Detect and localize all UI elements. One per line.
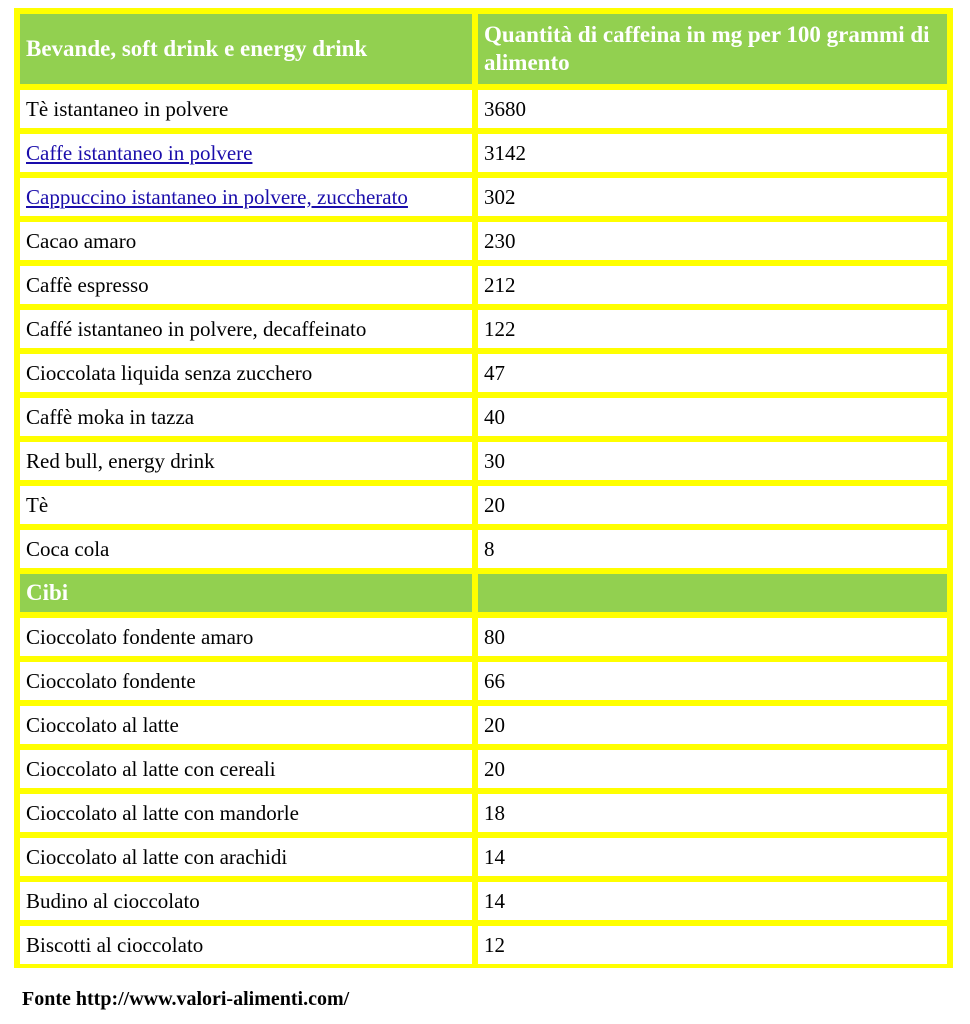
food-value: 14 (478, 838, 947, 876)
food-value: 80 (478, 618, 947, 656)
drink-name: Cioccolata liquida senza zucchero (20, 354, 472, 392)
section-empty-cell (478, 574, 947, 612)
table-row (20, 750, 947, 788)
drink-value: 47 (478, 354, 947, 392)
drink-name (20, 134, 472, 172)
table-row (20, 486, 947, 524)
drink-name: Coca cola (20, 530, 472, 568)
food-value: 14 (478, 882, 947, 920)
drink-value: 3142 (478, 134, 947, 172)
drink-value: 20 (478, 486, 947, 524)
drink-name: Cacao amaro (20, 222, 472, 260)
drink-link[interactable]: Cappuccino istantaneo in polvere, zuccherato (26, 184, 408, 209)
drink-name: Caffé istantaneo in polvere, decaffeinato (20, 310, 472, 348)
table-header-row (20, 14, 947, 84)
drink-name: Tè (20, 486, 472, 524)
drink-value: 122 (478, 310, 947, 348)
caffeine-table (14, 8, 953, 970)
drink-value: 3680 (478, 90, 947, 128)
drink-name: Caffè espresso (20, 266, 472, 304)
table-row (20, 222, 947, 260)
food-name: Cioccolato fondente amaro (20, 618, 472, 656)
table-row (20, 926, 947, 964)
table-row (20, 354, 947, 392)
drink-link[interactable]: Caffe istantaneo in polvere (26, 140, 253, 165)
drink-value: 230 (478, 222, 947, 260)
section-foods-label: Cibi (20, 574, 472, 612)
table-row (20, 310, 947, 348)
food-name: Cioccolato fondente (20, 662, 472, 700)
food-value: 18 (478, 794, 947, 832)
food-name: Cioccolato al latte con mandorle (20, 794, 472, 832)
table-row (20, 134, 947, 172)
drink-name: Tè istantaneo in polvere (20, 90, 472, 128)
food-name: Biscotti al cioccolato (20, 926, 472, 964)
table-row (20, 662, 947, 700)
table-row (20, 442, 947, 480)
table-row (20, 794, 947, 832)
table-row (20, 530, 947, 568)
table-row (20, 90, 947, 128)
food-name: Budino al cioccolato (20, 882, 472, 920)
drink-value: 302 (478, 178, 947, 216)
food-name: Cioccolato al latte (20, 706, 472, 744)
drink-value: 212 (478, 266, 947, 304)
header-caffeine-amount: Quantità di caffeina in mg per 100 grammi di alimento (478, 14, 947, 84)
table-row (20, 178, 947, 216)
drink-name: Red bull, energy drink (20, 442, 472, 480)
food-value: 12 (478, 926, 947, 964)
table-row (20, 882, 947, 920)
food-value: 20 (478, 750, 947, 788)
table-row (20, 398, 947, 436)
food-name: Cioccolato al latte con cereali (20, 750, 472, 788)
drink-value: 40 (478, 398, 947, 436)
drink-name: Caffè moka in tazza (20, 398, 472, 436)
drink-value: 30 (478, 442, 947, 480)
section-header-row (20, 574, 947, 612)
table-row (20, 266, 947, 304)
food-name: Cioccolato al latte con arachidi (20, 838, 472, 876)
table-row (20, 838, 947, 876)
table-row (20, 706, 947, 744)
caffeine-table-frame (14, 8, 953, 968)
table-row (20, 618, 947, 656)
food-value: 20 (478, 706, 947, 744)
food-value: 66 (478, 662, 947, 700)
drink-name (20, 178, 472, 216)
source-note: Fonte http://www.valori-alimenti.com/ (22, 988, 350, 1010)
drink-value: 8 (478, 530, 947, 568)
header-drinks: Bevande, soft drink e energy drink (20, 14, 472, 84)
